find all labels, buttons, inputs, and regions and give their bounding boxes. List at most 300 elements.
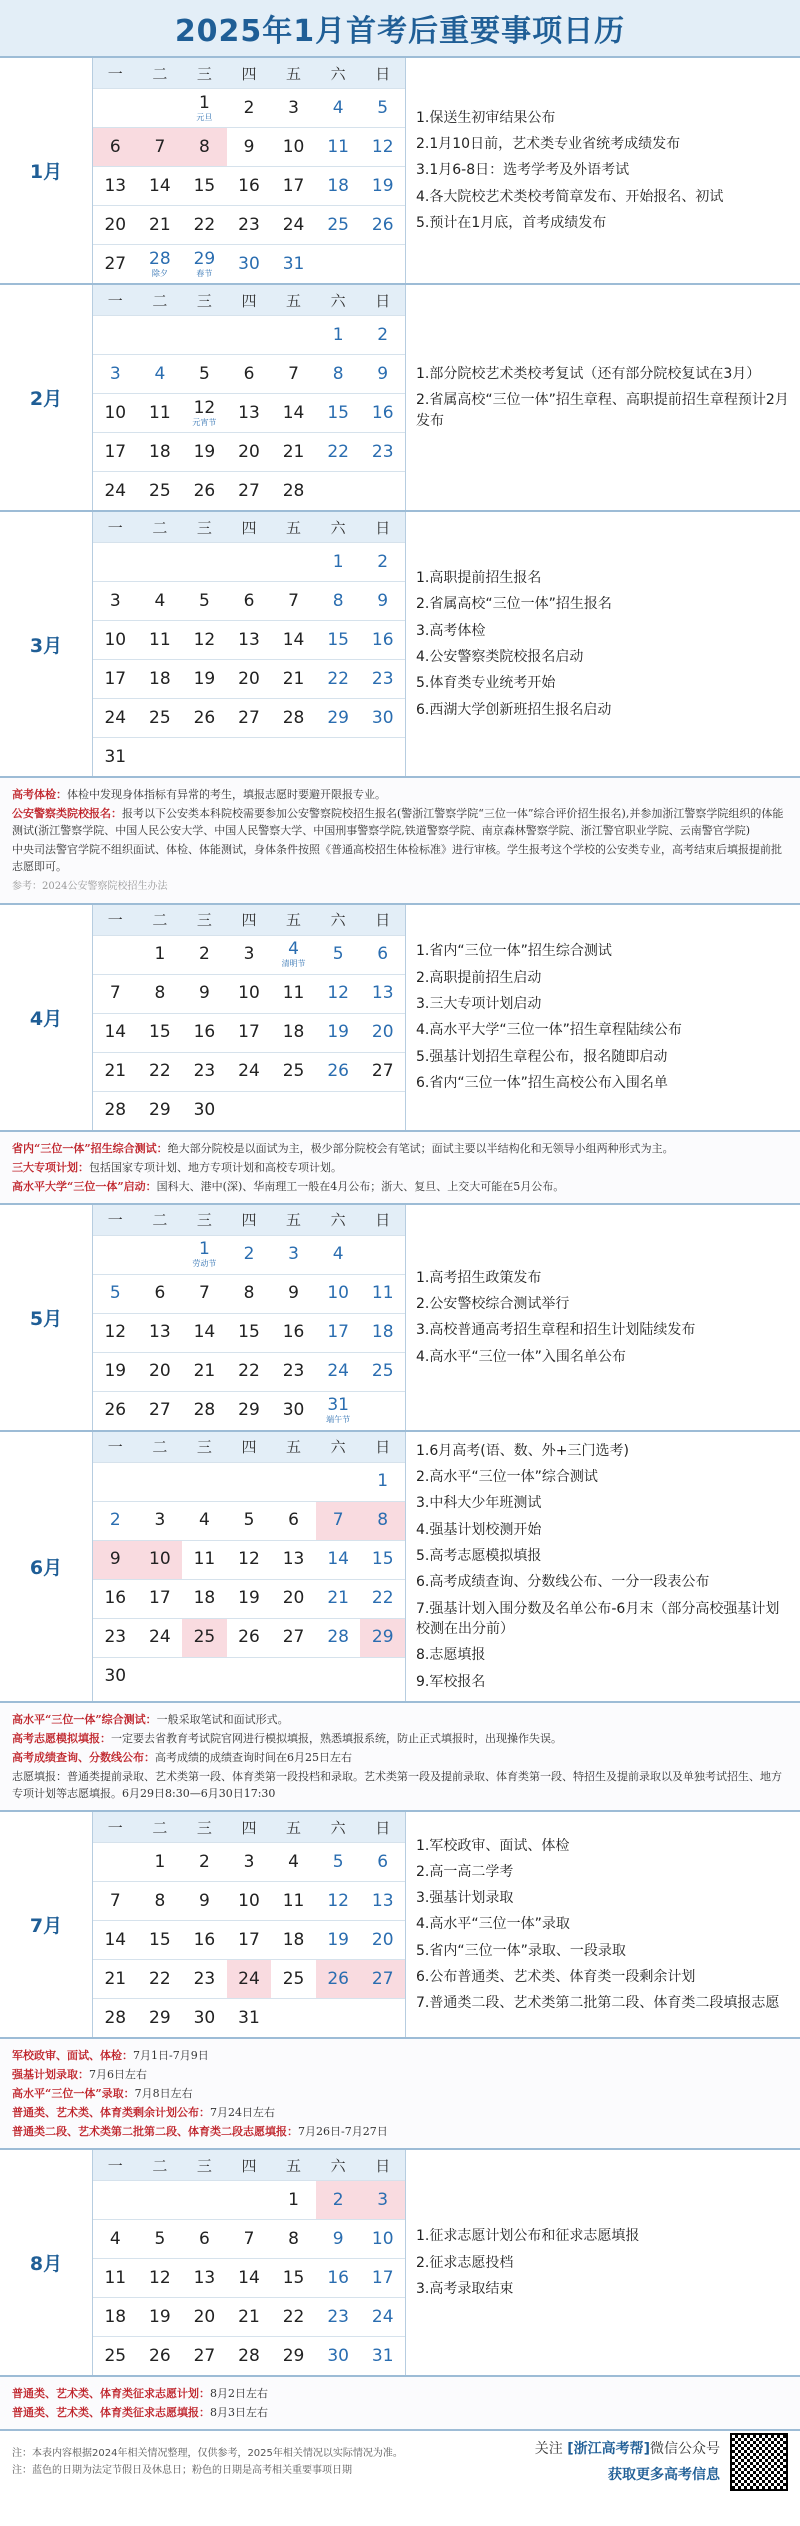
day-number: 22 xyxy=(149,1061,171,1082)
day-number: 20 xyxy=(371,1022,394,1043)
day-cell xyxy=(271,315,316,354)
day-cell xyxy=(138,205,183,244)
day-number: 13 xyxy=(193,2267,216,2288)
day-number: 5 xyxy=(109,1283,121,1304)
day-number: 31 xyxy=(282,253,305,274)
day-number: 10 xyxy=(238,983,260,1004)
weekday-label: 四 xyxy=(241,1438,257,1457)
day-number: 6 xyxy=(109,136,121,157)
day-number: 27 xyxy=(238,480,260,501)
day-cell xyxy=(360,432,405,471)
day-number: 23 xyxy=(371,441,394,462)
day-number: 24 xyxy=(327,1361,349,1382)
calendar-grid xyxy=(93,512,406,776)
month-label: 6月 xyxy=(0,1432,93,1701)
day-cell xyxy=(360,1920,405,1959)
day-number: 16 xyxy=(104,1588,127,1609)
weekday-label: 四 xyxy=(241,1818,257,1837)
day-cell xyxy=(93,737,138,776)
day-cell xyxy=(271,659,316,698)
months-container xyxy=(0,58,800,2431)
day-cell xyxy=(316,1462,361,1501)
day-number: 28 xyxy=(282,707,305,728)
day-cell xyxy=(182,1657,227,1696)
weekday-label: 六 xyxy=(330,2156,346,2175)
day-cell xyxy=(138,581,183,620)
day-number: 12 xyxy=(149,2267,171,2288)
day-cell xyxy=(360,1013,405,1052)
footer-disclaimer xyxy=(12,2445,452,2479)
day-number: 4 xyxy=(288,1851,299,1872)
day-cell xyxy=(93,166,138,205)
day-cell xyxy=(138,315,183,354)
day-number: 28 xyxy=(104,1100,127,1121)
day-number: 30 xyxy=(282,1400,305,1421)
day-number: 27 xyxy=(282,1627,305,1648)
calendar-grid xyxy=(93,1812,406,2037)
day-cell xyxy=(182,1618,227,1657)
day-number: 6 xyxy=(243,363,255,384)
weekday-label: 二 xyxy=(152,1438,168,1457)
day-number: 18 xyxy=(282,1929,305,1950)
note-line xyxy=(12,2047,788,2064)
day-number: 21 xyxy=(149,214,171,235)
day-number: 9 xyxy=(377,590,389,611)
weekday-label: 三 xyxy=(196,2156,212,2175)
day-number: 11 xyxy=(371,1283,394,1304)
note-label: 公安警察类院校报名： xyxy=(12,807,122,821)
weekday-label: 日 xyxy=(375,291,391,310)
day-number: 3 xyxy=(109,590,121,611)
note-line xyxy=(12,2385,788,2402)
day-cell xyxy=(138,1579,183,1618)
day-number: 17 xyxy=(371,2267,394,2288)
month-block xyxy=(0,1432,800,1703)
day-number: 30 xyxy=(104,1666,127,1687)
day-number: 12 xyxy=(371,136,394,157)
day-number: 19 xyxy=(149,2306,171,2327)
weekday-label: 四 xyxy=(241,1211,257,1230)
day-number: 10 xyxy=(371,2228,394,2249)
day-number: 22 xyxy=(238,1361,260,1382)
day-cell xyxy=(271,1274,316,1313)
day-cell xyxy=(227,1091,272,1130)
day-cell xyxy=(138,620,183,659)
day-cell xyxy=(182,1881,227,1920)
day-cell xyxy=(227,2336,272,2375)
day-cell xyxy=(138,393,183,432)
day-cell xyxy=(227,1657,272,1696)
day-number: 17 xyxy=(238,1022,260,1043)
note-text: 7月24日左右 xyxy=(210,2106,275,2120)
day-cell xyxy=(227,737,272,776)
day-number: 6 xyxy=(199,2228,210,2249)
weekday-label: 五 xyxy=(286,518,302,537)
day-cell xyxy=(316,659,361,698)
weekday-label: 一 xyxy=(107,1211,123,1230)
day-cell xyxy=(138,1462,183,1501)
day-cell xyxy=(227,659,272,698)
event-item: 1.高考招生政策发布 xyxy=(416,1269,542,1286)
day-cell xyxy=(138,1998,183,2037)
month-label: 7月 xyxy=(0,1812,93,2037)
day-cell xyxy=(227,1313,272,1352)
day-cell xyxy=(182,166,227,205)
day-cell xyxy=(182,205,227,244)
day-number: 8 xyxy=(199,136,210,157)
day-cell xyxy=(316,542,361,581)
day-number: 12 xyxy=(193,629,216,650)
day-cell xyxy=(227,1352,272,1391)
day-number: 24 xyxy=(238,1968,260,1989)
day-number: 1 xyxy=(154,944,166,965)
weekday-label: 日 xyxy=(375,1211,391,1230)
day-cell xyxy=(360,2297,405,2336)
day-number: 18 xyxy=(104,2306,127,2327)
day-cell xyxy=(227,2258,272,2297)
weekday-label: 日 xyxy=(375,518,391,537)
day-number: 28 xyxy=(193,1400,216,1421)
notes-box xyxy=(0,1703,800,1812)
qr-code-icon[interactable] xyxy=(730,2433,788,2491)
day-number: 2 xyxy=(109,1510,121,1531)
day-cell xyxy=(360,393,405,432)
day-number: 6 xyxy=(377,1851,389,1872)
footer xyxy=(0,2431,800,2493)
day-number: 23 xyxy=(193,1968,216,1989)
day-number: 18 xyxy=(193,1588,216,1609)
day-number: 5 xyxy=(154,2228,166,2249)
weekday-label: 一 xyxy=(107,64,123,83)
day-cell xyxy=(271,1657,316,1696)
month-block xyxy=(0,58,800,285)
day-number: 28 xyxy=(104,2007,127,2028)
day-cell xyxy=(138,1013,183,1052)
day-number: 27 xyxy=(104,253,127,274)
day-cell xyxy=(316,471,361,510)
day-cell xyxy=(360,1959,405,1998)
day-cell xyxy=(138,698,183,737)
month-block xyxy=(0,905,800,1132)
day-cell xyxy=(93,698,138,737)
day-number: 7 xyxy=(154,136,166,157)
day-cell xyxy=(227,354,272,393)
day-number: 9 xyxy=(332,2228,344,2249)
day-number: 26 xyxy=(149,2345,171,2366)
note-line xyxy=(12,2104,788,2121)
events-list xyxy=(406,285,800,510)
day-number: 24 xyxy=(238,1061,260,1082)
holiday-note: 清明节 xyxy=(281,959,306,969)
weekday-label: 五 xyxy=(286,64,302,83)
note-text: 包括国家专项计划、地方专项计划和高校专项计划。 xyxy=(89,1160,342,1174)
day-number: 23 xyxy=(238,214,260,235)
day-cell xyxy=(182,1274,227,1313)
event-item: 2.省属高校“三位一体”招生章程、高职提前招生章程预计2月发布 xyxy=(416,392,789,429)
event-item: 4.各大院校艺术类校考简章发布、开始报名、初试 xyxy=(416,188,724,205)
day-number: 9 xyxy=(288,1283,299,1304)
day-cell xyxy=(271,1091,316,1130)
day-number: 2 xyxy=(377,551,389,572)
day-number: 8 xyxy=(288,2228,299,2249)
day-cell xyxy=(93,2219,138,2258)
day-cell xyxy=(271,2336,316,2375)
event-item: 6.西湖大学创新班招生报名启动 xyxy=(416,701,612,718)
day-cell xyxy=(138,974,183,1013)
day-number: 29 xyxy=(371,1627,394,1648)
day-cell xyxy=(182,1842,227,1881)
holiday-note: 春节 xyxy=(196,268,213,278)
day-cell xyxy=(182,1391,227,1430)
day-number: 1 xyxy=(199,92,210,113)
day-cell xyxy=(138,1313,183,1352)
day-number: 29 xyxy=(193,248,216,269)
event-item: 2.征求志愿投档 xyxy=(416,2254,514,2271)
note-label: 普通类、艺术类、体育类征求志愿计划： xyxy=(12,2387,210,2401)
day-cell xyxy=(227,1920,272,1959)
follow-text xyxy=(535,2436,720,2489)
day-cell xyxy=(182,1462,227,1501)
day-cell xyxy=(271,1959,316,1998)
day-number: 7 xyxy=(332,1510,344,1531)
weekday-header xyxy=(93,1812,405,1842)
day-number: 21 xyxy=(282,668,305,689)
note-label: 高水平大学“三位一体”启动： xyxy=(12,1179,157,1193)
day-number: 2 xyxy=(332,2189,344,2210)
day-number: 18 xyxy=(282,1022,305,1043)
day-number: 13 xyxy=(238,629,260,650)
day-number: 22 xyxy=(327,441,349,462)
day-cell xyxy=(138,1501,183,1540)
day-cell xyxy=(182,244,227,283)
weekday-label: 日 xyxy=(375,64,391,83)
disclaimer-line-1: 注：本表内容根据2024年相关情况整理，仅供参考，2025年相关情况以实际情况为准。 xyxy=(12,2448,403,2460)
day-number: 26 xyxy=(104,1400,127,1421)
day-cell xyxy=(227,315,272,354)
day-cell xyxy=(316,935,361,974)
day-cell xyxy=(182,1091,227,1130)
weekday-label: 六 xyxy=(330,1818,346,1837)
note-line xyxy=(12,1768,788,1802)
event-item: 9.军校报名 xyxy=(416,1673,486,1690)
day-number: 15 xyxy=(149,1022,171,1043)
day-number: 1 xyxy=(199,1239,210,1260)
day-cell xyxy=(316,1313,361,1352)
day-cell xyxy=(227,1013,272,1052)
weekday-header xyxy=(93,58,405,88)
day-cell xyxy=(93,1959,138,1998)
note-label: 高考志愿模拟填报： xyxy=(12,1731,111,1745)
day-number: 21 xyxy=(238,2306,260,2327)
day-number: 4 xyxy=(288,939,299,960)
day-cell xyxy=(360,1391,405,1430)
day-cell xyxy=(227,542,272,581)
day-cell xyxy=(360,1501,405,1540)
day-cell xyxy=(271,1501,316,1540)
day-cell xyxy=(360,315,405,354)
day-cell xyxy=(271,1391,316,1430)
calendar-grid xyxy=(93,58,406,283)
day-number: 17 xyxy=(327,1322,349,1343)
event-item: 6.省内“三位一体”招生高校公布入围名单 xyxy=(416,1074,668,1091)
day-cell xyxy=(182,2297,227,2336)
day-cell xyxy=(227,1618,272,1657)
event-item: 7.强基计划入围分数及名单公布-6月末（部分高校强基计划校测在出分前） xyxy=(416,1600,780,1637)
note-text: 一般采取笔试和面试形式。 xyxy=(156,1712,289,1726)
day-cell xyxy=(93,354,138,393)
day-number: 9 xyxy=(199,983,210,1004)
day-cell xyxy=(271,1352,316,1391)
day-number: 5 xyxy=(332,1851,344,1872)
weekday-label: 三 xyxy=(196,64,212,83)
day-cell xyxy=(360,698,405,737)
day-number: 26 xyxy=(193,480,216,501)
day-cell xyxy=(316,2258,361,2297)
day-cell xyxy=(316,127,361,166)
weekday-label: 三 xyxy=(196,1438,212,1457)
day-number: 11 xyxy=(149,402,171,423)
title-bar xyxy=(0,0,800,58)
day-cell xyxy=(360,1540,405,1579)
weekday-header xyxy=(93,905,405,935)
weekday-header xyxy=(93,1205,405,1235)
event-item: 2.公安警校综合测试举行 xyxy=(416,1296,570,1313)
weekday-label: 四 xyxy=(241,2156,257,2175)
day-number: 3 xyxy=(243,944,255,965)
day-cell xyxy=(182,1501,227,1540)
day-cell xyxy=(360,542,405,581)
day-cell xyxy=(360,1618,405,1657)
note-line xyxy=(12,1159,788,1176)
weekday-label: 三 xyxy=(196,911,212,930)
day-number: 20 xyxy=(149,1361,171,1382)
day-number: 12 xyxy=(104,1322,127,1343)
day-cell xyxy=(182,698,227,737)
day-number: 7 xyxy=(109,1890,121,1911)
day-number: 30 xyxy=(193,2007,216,2028)
weekday-label: 六 xyxy=(330,518,346,537)
event-item: 5.强基计划招生章程公布，报名随即启动 xyxy=(416,1048,668,1065)
day-number: 17 xyxy=(149,1588,171,1609)
holiday-note: 端午节 xyxy=(326,1415,351,1425)
day-number: 15 xyxy=(149,1929,171,1950)
day-number: 26 xyxy=(193,707,216,728)
day-cell xyxy=(138,1657,183,1696)
day-number: 25 xyxy=(327,214,349,235)
day-number: 12 xyxy=(238,1549,260,1570)
weekday-label: 日 xyxy=(375,911,391,930)
day-cell xyxy=(182,1579,227,1618)
day-number: 24 xyxy=(104,480,127,501)
day-cell xyxy=(138,1391,183,1430)
weekday-label: 日 xyxy=(375,2156,391,2175)
day-cell xyxy=(182,354,227,393)
day-number: 27 xyxy=(193,2345,216,2366)
note-text: 国科大、港中(深)、华南理工一般在4月公布；浙大、复旦、上交大可能在5月公布。 xyxy=(156,1179,565,1193)
day-cell xyxy=(360,2219,405,2258)
day-cell xyxy=(271,471,316,510)
day-cell xyxy=(182,974,227,1013)
day-number: 14 xyxy=(104,1929,127,1950)
month-label: 1月 xyxy=(0,58,93,283)
day-number: 20 xyxy=(282,1588,305,1609)
day-number: 14 xyxy=(104,1022,127,1043)
event-item: 1.军校政审、面试、体检 xyxy=(416,1837,570,1854)
day-cell xyxy=(138,166,183,205)
day-number: 14 xyxy=(327,1549,349,1570)
day-cell xyxy=(227,1501,272,1540)
day-cell xyxy=(271,1540,316,1579)
day-cell xyxy=(316,205,361,244)
day-cell xyxy=(138,737,183,776)
day-cell xyxy=(316,2180,361,2219)
note-text: 8月2日左右 xyxy=(210,2387,268,2401)
day-cell xyxy=(316,1391,361,1430)
day-cell xyxy=(138,1618,183,1657)
day-cell xyxy=(138,2336,183,2375)
event-item: 2.省属高校“三位一体”招生报名 xyxy=(416,596,612,613)
day-cell xyxy=(93,1352,138,1391)
day-cell xyxy=(271,2297,316,2336)
day-number: 13 xyxy=(149,1322,171,1343)
day-cell xyxy=(316,2336,361,2375)
day-number: 3 xyxy=(377,2189,389,2210)
weekday-label: 三 xyxy=(196,1818,212,1837)
day-cell xyxy=(316,1235,361,1274)
day-number: 5 xyxy=(377,97,389,118)
month-label: 4月 xyxy=(0,905,93,1130)
day-number: 13 xyxy=(371,983,394,1004)
day-cell xyxy=(360,1998,405,2037)
day-cell xyxy=(316,1501,361,1540)
day-number: 16 xyxy=(282,1322,305,1343)
day-number: 11 xyxy=(149,629,171,650)
day-number: 28 xyxy=(149,248,171,269)
event-item: 6.公布普通类、艺术类、体育类一段剩余计划 xyxy=(416,1969,696,1986)
events-list xyxy=(406,1432,800,1701)
day-cell xyxy=(93,1540,138,1579)
note-line xyxy=(12,1178,788,1195)
event-item: 8.志愿填报 xyxy=(416,1647,486,1664)
day-number: 1 xyxy=(332,324,344,345)
day-cell xyxy=(182,432,227,471)
day-cell xyxy=(360,244,405,283)
day-cell xyxy=(227,1998,272,2037)
day-number: 25 xyxy=(282,1968,305,1989)
notes-box xyxy=(0,2039,800,2150)
day-cell xyxy=(93,1618,138,1657)
day-cell xyxy=(93,1657,138,1696)
day-number: 21 xyxy=(193,1361,216,1382)
day-cell xyxy=(227,127,272,166)
day-cell xyxy=(138,1052,183,1091)
day-number: 24 xyxy=(149,1627,171,1648)
day-number: 1 xyxy=(332,551,344,572)
day-number: 19 xyxy=(238,1588,260,1609)
day-cell xyxy=(138,127,183,166)
day-number: 25 xyxy=(193,1627,216,1648)
day-cell xyxy=(271,2180,316,2219)
day-cell xyxy=(316,432,361,471)
day-cell xyxy=(93,2258,138,2297)
day-cell xyxy=(138,2180,183,2219)
day-cell xyxy=(227,1391,272,1430)
day-cell xyxy=(182,2219,227,2258)
day-number: 14 xyxy=(282,629,305,650)
day-cell xyxy=(316,698,361,737)
weekday-label: 六 xyxy=(330,911,346,930)
weekday-label: 一 xyxy=(107,2156,123,2175)
